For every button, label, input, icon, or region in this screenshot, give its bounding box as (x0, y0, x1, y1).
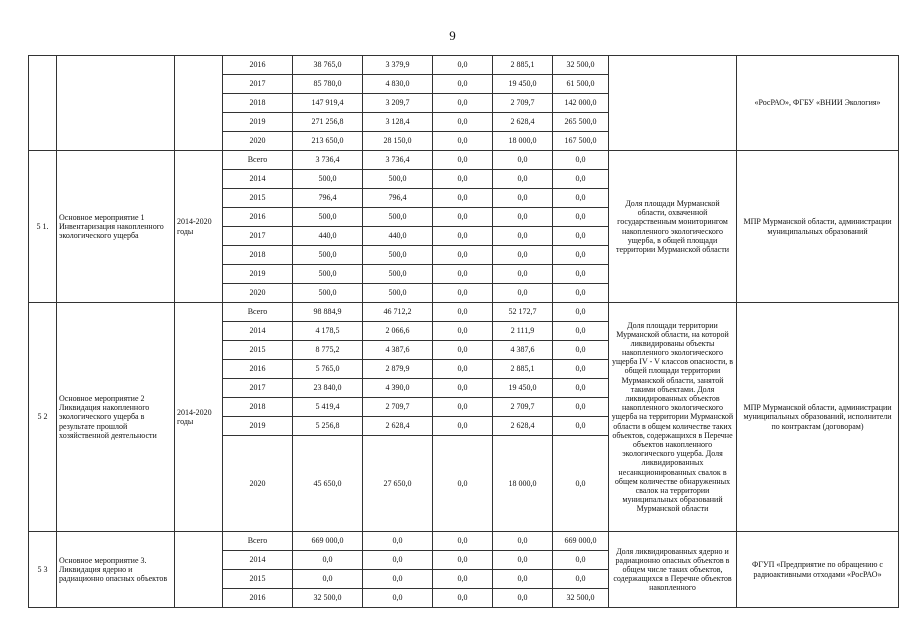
cell-c4: 19 450,0 (493, 379, 553, 398)
cell-total: 0,0 (293, 551, 363, 570)
cell-year: 2016 (223, 589, 293, 608)
cell-fb: 796,4 (363, 189, 433, 208)
cell-year: 2018 (223, 246, 293, 265)
indicator-cell (609, 56, 737, 151)
cell-c5: 0,0 (553, 208, 609, 227)
cell-year: 2020 (223, 132, 293, 151)
cell-c3: 0,0 (433, 170, 493, 189)
section-period: 2014-2020 годы (175, 151, 223, 303)
section-indicator: Доля ликвидированных ядерно и радиационно опасных объектов в общем числе таких объектов, содержащихся в Перечне объектов накопленного (609, 532, 737, 608)
cell-fb: 500,0 (363, 265, 433, 284)
cell-c3: 0,0 (433, 360, 493, 379)
cell-c5: 0,0 (553, 570, 609, 589)
cell-c3: 0,0 (433, 151, 493, 170)
cell-c3: 0,0 (433, 551, 493, 570)
cell-total: 271 256,8 (293, 113, 363, 132)
cell-c4: 2 628,4 (493, 113, 553, 132)
section-period: 2014-2020 годы (175, 303, 223, 532)
cell-year: 2016 (223, 208, 293, 227)
cell-c4: 2 885,1 (493, 56, 553, 75)
section-number: 5 2 (29, 303, 57, 532)
cell-c5: 0,0 (553, 551, 609, 570)
cell-c5: 0,0 (553, 246, 609, 265)
cell-total: 147 919,4 (293, 94, 363, 113)
cell-c4: 2 628,4 (493, 417, 553, 436)
cell-fb: 2 709,7 (363, 398, 433, 417)
cell-c4: 52 172,7 (493, 303, 553, 322)
cell-fb: 500,0 (363, 208, 433, 227)
cell-fb: 3 209,7 (363, 94, 433, 113)
cell-c3: 0,0 (433, 532, 493, 551)
section-executor: ФГУП «Предприятие по обращению с радиоактивными отходами «РосРАО» (737, 532, 899, 608)
cell-fb: 0,0 (363, 551, 433, 570)
cell-c4: 0,0 (493, 208, 553, 227)
page-number: 9 (449, 28, 456, 43)
table-row (29, 151, 899, 170)
cell-total: 5 256,8 (293, 417, 363, 436)
cell-c5: 0,0 (553, 360, 609, 379)
table-row (29, 532, 899, 551)
section-number: 5 3 (29, 532, 57, 608)
cell-c5: 0,0 (553, 436, 609, 532)
cell-fb: 440,0 (363, 227, 433, 246)
program-table (28, 55, 899, 608)
cell-c3: 0,0 (433, 284, 493, 303)
cell-c3: 0,0 (433, 189, 493, 208)
cell-c4: 19 450,0 (493, 75, 553, 94)
cell-c3: 0,0 (433, 265, 493, 284)
cell-c3: 0,0 (433, 246, 493, 265)
cell-year: 2016 (223, 56, 293, 75)
cell-c5: 32 500,0 (553, 589, 609, 608)
section-title: Основное мероприятие 2 Ликвидация накопленного экологического ущерба в результате прошлой хозяйственной деятельности (57, 303, 175, 532)
cell-c4: 0,0 (493, 189, 553, 208)
cell-year: 2017 (223, 75, 293, 94)
cell-c5: 0,0 (553, 265, 609, 284)
cell-total: 0,0 (293, 570, 363, 589)
cell-c5: 0,0 (553, 322, 609, 341)
cell-year: 2020 (223, 436, 293, 532)
cell-c5: 32 500,0 (553, 56, 609, 75)
cell-year: 2014 (223, 170, 293, 189)
section-executor: МПР Мурманской области, администрации муниципальных образований, исполнители по контрактам (договорам) (737, 303, 899, 532)
cell-fb: 500,0 (363, 246, 433, 265)
cell-fb: 2 066,6 (363, 322, 433, 341)
cell-year: Всего (223, 151, 293, 170)
cell-year: Всего (223, 532, 293, 551)
cell-fb: 46 712,2 (363, 303, 433, 322)
cell-c5: 0,0 (553, 227, 609, 246)
cell-year: 2015 (223, 570, 293, 589)
cell-year: 2018 (223, 94, 293, 113)
cell-fb: 28 150,0 (363, 132, 433, 151)
cell-c4: 18 000,0 (493, 436, 553, 532)
cell-total: 500,0 (293, 265, 363, 284)
cell-c5: 167 500,0 (553, 132, 609, 151)
cell-c4: 0,0 (493, 227, 553, 246)
cell-year: 2019 (223, 417, 293, 436)
cell-fb: 500,0 (363, 170, 433, 189)
cell-total: 5 765,0 (293, 360, 363, 379)
cell-c4: 0,0 (493, 570, 553, 589)
cell-c4: 0,0 (493, 284, 553, 303)
cell-total: 4 178,5 (293, 322, 363, 341)
cell-total: 796,4 (293, 189, 363, 208)
section-number-cell (29, 56, 57, 151)
cell-c4: 0,0 (493, 170, 553, 189)
cell-year: 2018 (223, 398, 293, 417)
cell-year: 2015 (223, 189, 293, 208)
cell-c5: 265 500,0 (553, 113, 609, 132)
cell-total: 500,0 (293, 284, 363, 303)
cell-total: 32 500,0 (293, 589, 363, 608)
cell-year: 2019 (223, 113, 293, 132)
cell-c4: 0,0 (493, 551, 553, 570)
cell-c5: 142 000,0 (553, 94, 609, 113)
cell-c3: 0,0 (433, 113, 493, 132)
cell-c4: 2 111,9 (493, 322, 553, 341)
cell-total: 500,0 (293, 246, 363, 265)
cell-fb: 0,0 (363, 532, 433, 551)
cell-year: Всего (223, 303, 293, 322)
section-indicator: Доля площади территории Мурманской области, на которой ликвидированы объекты накопленного экологического ущерба IV - V классов опасности, в общей площади территории Мурманской области, занятой такими объектами. Доля ликвидированных объектов накопленного экологического ущерба на территории Мурманской области в общем количестве таких объектов, содержащихся в Перечне объектов накопленного экологического ущерба. Доля ликвидированных несанкционированных свалок в общем количестве обнаруженных свалок на территории муниципальных образований Мурманской области (609, 303, 737, 532)
section-title: Основное мероприятие 1 Инвентаризация накопленного экологического ущерба (57, 151, 175, 303)
cell-total: 440,0 (293, 227, 363, 246)
cell-year: 2015 (223, 341, 293, 360)
cell-c3: 0,0 (433, 436, 493, 532)
cell-fb: 2 879,9 (363, 360, 433, 379)
table-row (29, 56, 899, 75)
table-row (29, 303, 899, 322)
cell-c5: 0,0 (553, 284, 609, 303)
cell-c5: 0,0 (553, 417, 609, 436)
cell-fb: 3 736,4 (363, 151, 433, 170)
cell-c3: 0,0 (433, 132, 493, 151)
cell-total: 38 765,0 (293, 56, 363, 75)
cell-c5: 0,0 (553, 151, 609, 170)
cell-c3: 0,0 (433, 417, 493, 436)
cell-c3: 0,0 (433, 227, 493, 246)
cell-year: 2014 (223, 322, 293, 341)
section-executor: МПР Мурманской области, администрации муниципальных образований (737, 151, 899, 303)
cell-fb: 27 650,0 (363, 436, 433, 532)
cell-year: 2016 (223, 360, 293, 379)
section-title-cell (57, 56, 175, 151)
period-cell (175, 56, 223, 151)
section-title: Основное мероприятие 3. Ликвидация ядерно и радиационно опасных объектов (57, 532, 175, 608)
cell-total: 500,0 (293, 208, 363, 227)
cell-total: 213 650,0 (293, 132, 363, 151)
cell-c3: 0,0 (433, 56, 493, 75)
cell-total: 8 775,2 (293, 341, 363, 360)
cell-c5: 0,0 (553, 341, 609, 360)
cell-c3: 0,0 (433, 379, 493, 398)
cell-fb: 0,0 (363, 570, 433, 589)
cell-c5: 0,0 (553, 398, 609, 417)
cell-c4: 2 709,7 (493, 94, 553, 113)
cell-c3: 0,0 (433, 341, 493, 360)
cell-fb: 3 379,9 (363, 56, 433, 75)
cell-c5: 0,0 (553, 189, 609, 208)
cell-c5: 669 000,0 (553, 532, 609, 551)
cell-total: 3 736,4 (293, 151, 363, 170)
section-period (175, 532, 223, 608)
cell-c4: 2 709,7 (493, 398, 553, 417)
cell-year: 2019 (223, 265, 293, 284)
section-number: 5 1. (29, 151, 57, 303)
cell-total: 669 000,0 (293, 532, 363, 551)
cell-fb: 4 390,0 (363, 379, 433, 398)
cell-c4: 0,0 (493, 265, 553, 284)
cell-total: 45 650,0 (293, 436, 363, 532)
cell-year: 2020 (223, 284, 293, 303)
cell-c3: 0,0 (433, 398, 493, 417)
cell-c5: 0,0 (553, 379, 609, 398)
cell-c3: 0,0 (433, 589, 493, 608)
executor-cell: «РосРАО», ФГБУ «ВНИИ Экология» (737, 56, 899, 151)
cell-c3: 0,0 (433, 75, 493, 94)
cell-year: 2017 (223, 227, 293, 246)
cell-total: 5 419,4 (293, 398, 363, 417)
cell-year: 2014 (223, 551, 293, 570)
cell-c3: 0,0 (433, 208, 493, 227)
cell-fb: 4 387,6 (363, 341, 433, 360)
cell-year: 2017 (223, 379, 293, 398)
cell-fb: 3 128,4 (363, 113, 433, 132)
cell-total: 98 884,9 (293, 303, 363, 322)
cell-fb: 500,0 (363, 284, 433, 303)
section-indicator: Доля площади Мурманской области, охваченной государственным мониторингом накопленного экологического ущерба, в общей площади территории Мурманской области (609, 151, 737, 303)
cell-c4: 2 885,1 (493, 360, 553, 379)
cell-c3: 0,0 (433, 322, 493, 341)
cell-c5: 0,0 (553, 303, 609, 322)
cell-c4: 4 387,6 (493, 341, 553, 360)
cell-fb: 2 628,4 (363, 417, 433, 436)
cell-c4: 0,0 (493, 246, 553, 265)
cell-total: 23 840,0 (293, 379, 363, 398)
cell-c4: 0,0 (493, 532, 553, 551)
cell-c5: 0,0 (553, 170, 609, 189)
cell-c4: 0,0 (493, 151, 553, 170)
cell-fb: 0,0 (363, 589, 433, 608)
cell-fb: 4 830,0 (363, 75, 433, 94)
cell-c4: 18 000,0 (493, 132, 553, 151)
cell-c3: 0,0 (433, 303, 493, 322)
cell-total: 85 780,0 (293, 75, 363, 94)
cell-c3: 0,0 (433, 570, 493, 589)
cell-total: 500,0 (293, 170, 363, 189)
cell-c3: 0,0 (433, 94, 493, 113)
cell-c5: 61 500,0 (553, 75, 609, 94)
cell-c4: 0,0 (493, 589, 553, 608)
